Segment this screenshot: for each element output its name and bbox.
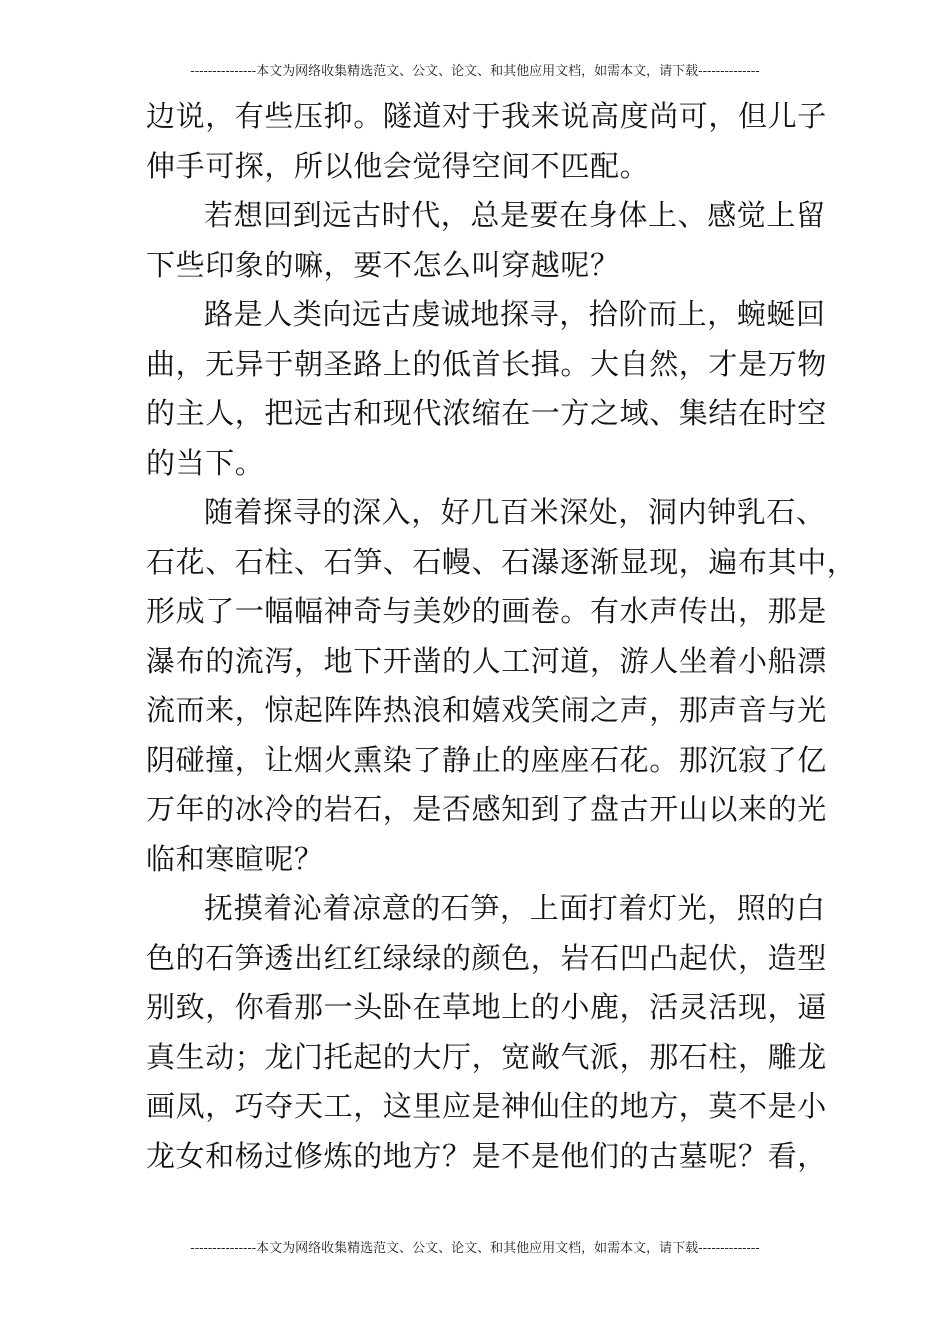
document-body [146,92,857,1181]
paragraph [146,884,836,1181]
text-line: 画凤，巧夺天工，这里应是神仙住的地方，莫不是小 [146,1089,827,1123]
text-line: 下些印象的嘛，要不怎么叫穿越呢？ [146,247,620,282]
text-line: 真生动；龙门托起的大厅，宽敞气派，那石柱，雕龙 [146,1039,827,1074]
text-line: 临和寒暄呢？ [146,841,324,876]
paragraph [146,92,836,191]
text-line: 随着探寻的深入，好几百米深处，洞内钟乳石、 [204,495,826,529]
text-line: 的当下。 [146,445,265,480]
text-line: 形成了一幅幅神奇与美妙的画卷。有水声传出，那是 [146,594,827,628]
paragraph [146,191,836,290]
text-line: 流而来，惊起阵阵热浪和嬉戏笑闹之声，那声音与光 [146,693,827,727]
footer-notice: ---------------本文为网络收集精选范文、公文、论文、和其他应用文档，如需本文，请下载-------------- [190,1241,760,1256]
text-line: 的主人，把远古和现代浓缩在一方之域、集结在时空 [146,396,827,430]
paragraph [146,488,857,884]
text-line: 曲，无异于朝圣路上的低首长揖。大自然，才是万物 [146,346,827,381]
text-line: 龙女和杨过修炼的地方？是不是他们的古墓呢？看， [146,1138,827,1173]
text-line: 若想回到远古时代，总是要在身体上、感觉上留 [204,198,826,232]
text-line: 别致，你看那一头卧在草地上的小鹿，活灵活现，逼 [146,990,827,1024]
text-line: 阴碰撞，让烟火熏染了静止的座座石花。那沉寂了亿 [146,742,827,777]
text-line: 色的石笋透出红红绿绿的颜色，岩石凹凸起伏，造型 [146,940,827,975]
text-line: 路是人类向远古虔诚地探寻，拾阶而上，蜿蜒回 [204,297,826,331]
header-notice: ---------------本文为网络收集精选范文、公文、论文、和其他应用文档，如需本文，请下载-------------- [190,64,760,79]
text-line: 边说，有些压抑。隧道对于我来说高度尚可，但儿子 [146,99,827,133]
text-line: 万年的冰冷的岩石，是否感知到了盘古开山以来的光 [146,792,827,826]
text-line: 石花、石柱、石笋、石幔、石瀑逐渐显现，遍布其中， [146,544,857,579]
text-line: 伸手可探，所以他会觉得空间不匹配。 [146,148,650,183]
text-line: 瀑布的流泻，地下开凿的人工河道，游人坐着小船漂 [146,643,827,678]
paragraph [146,290,836,488]
text-line: 抚摸着沁着凉意的石笋，上面打着灯光，照的白 [204,891,826,925]
